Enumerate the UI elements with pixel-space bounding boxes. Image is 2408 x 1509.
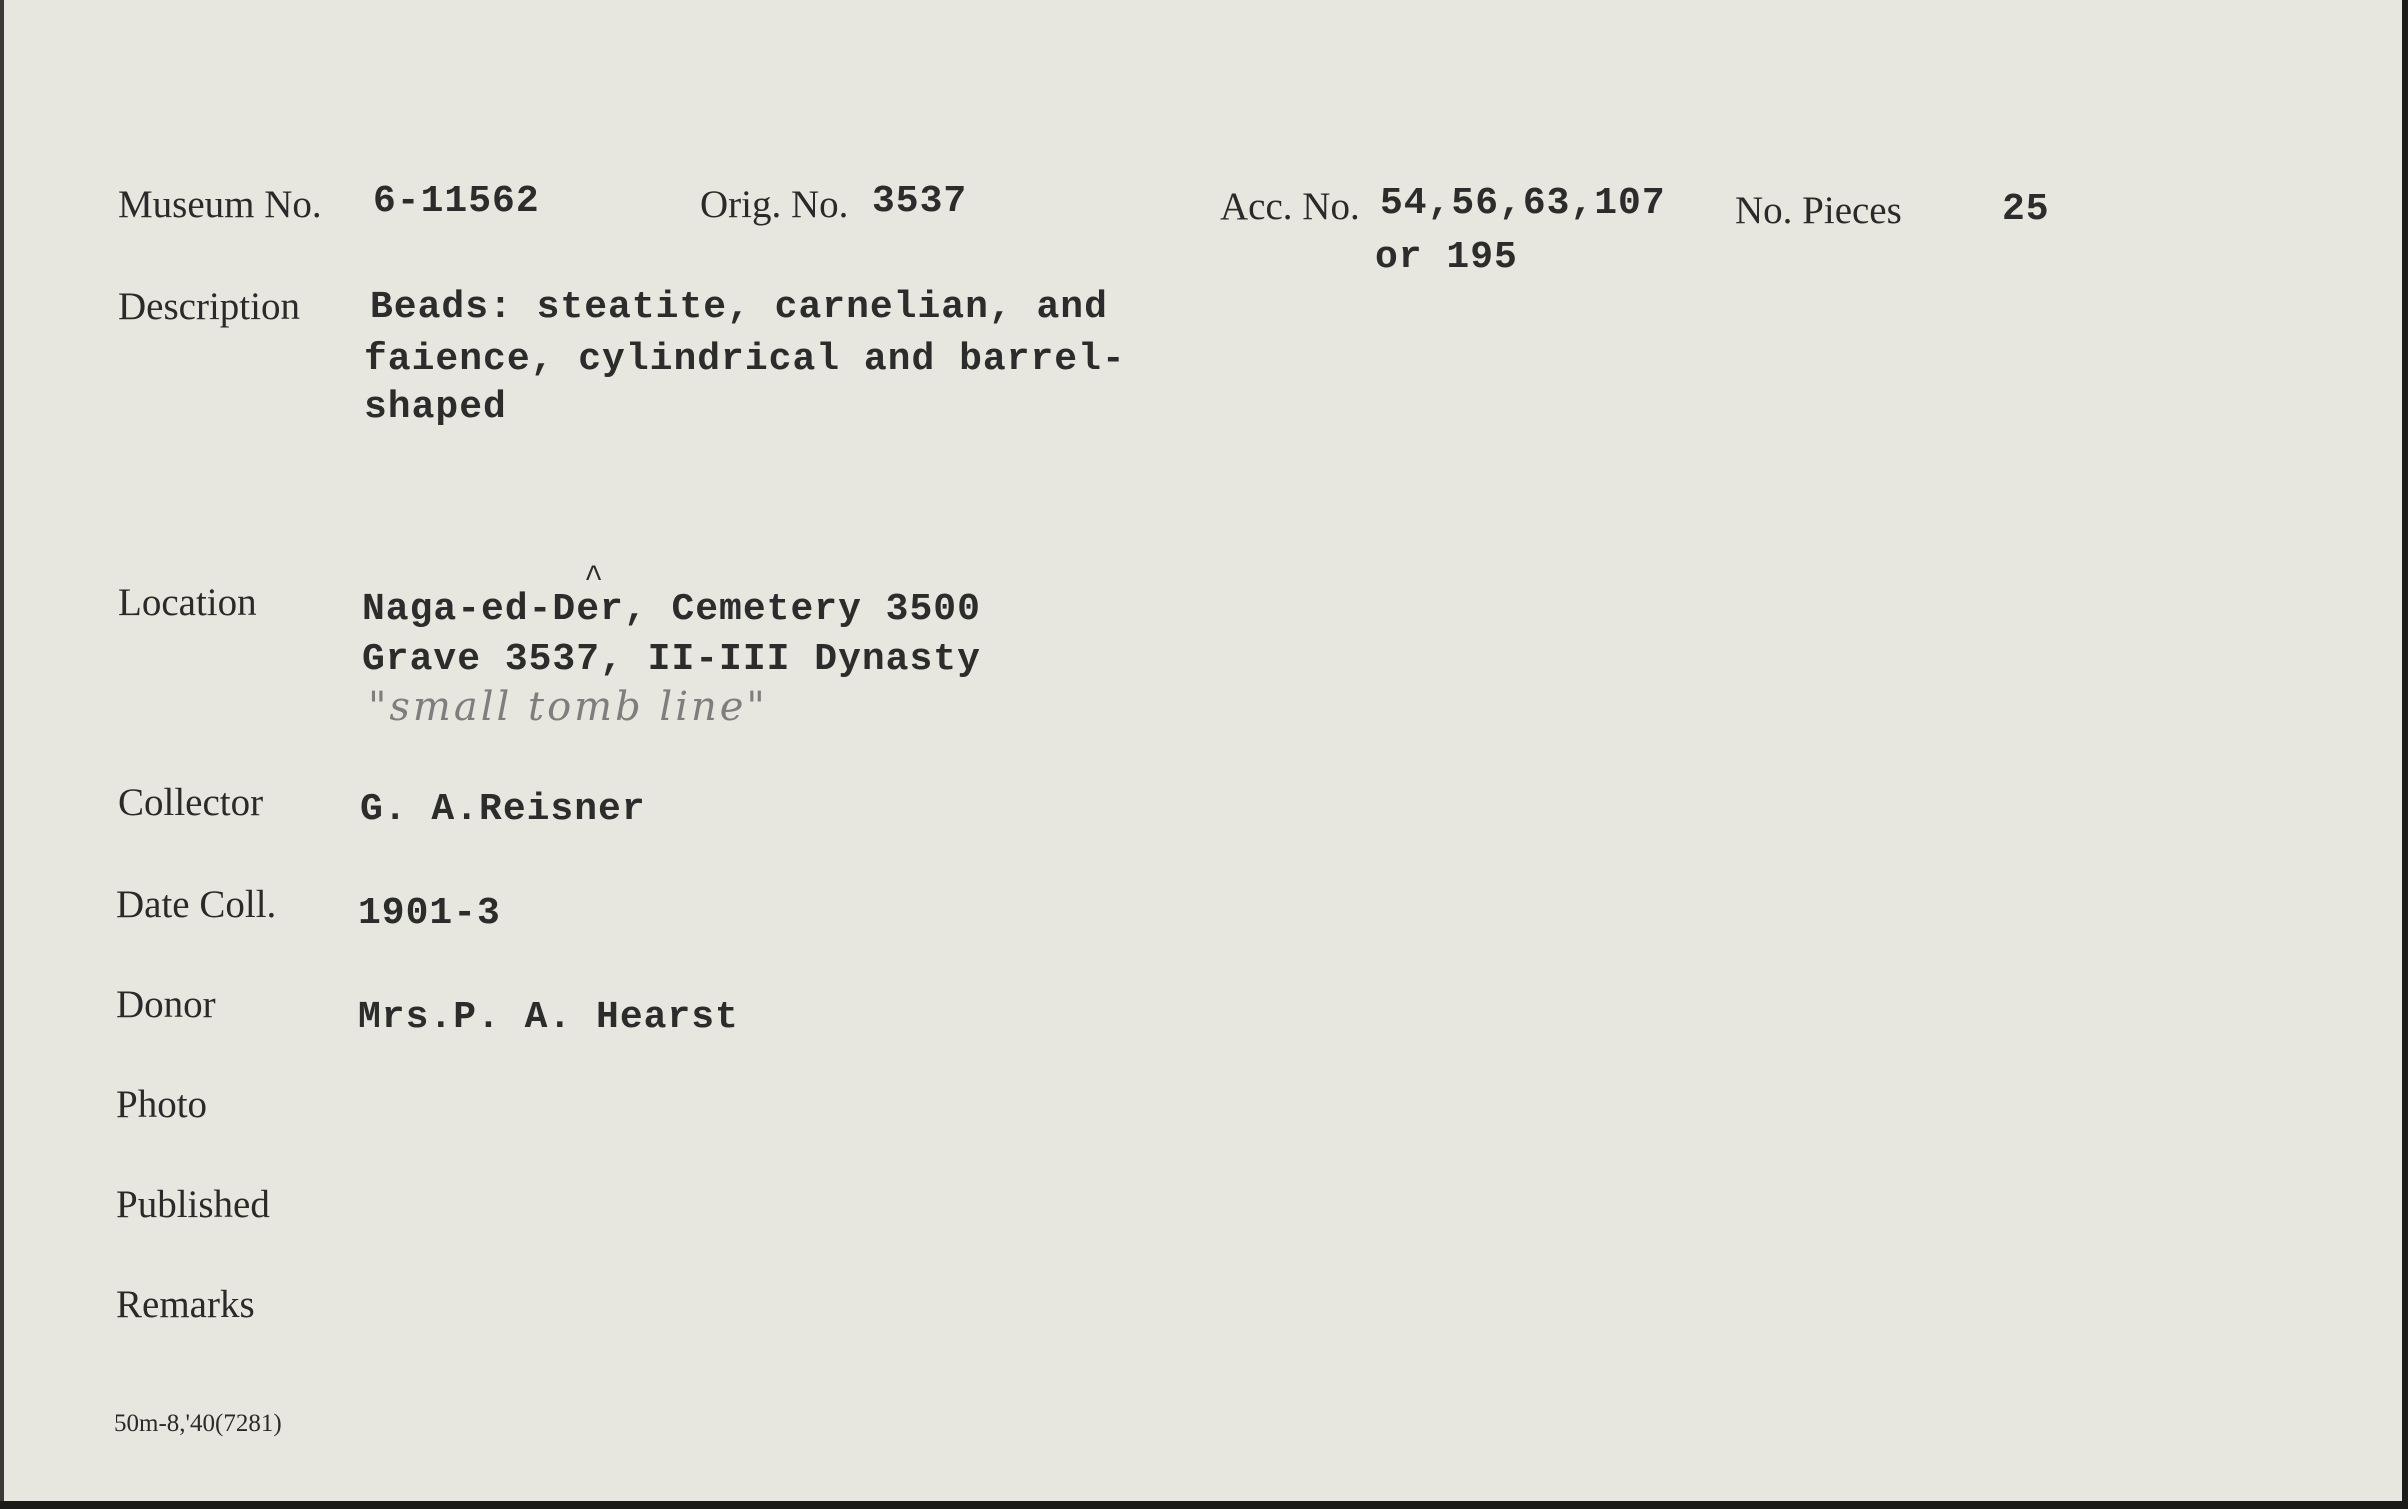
description-label: Description <box>118 285 300 328</box>
card-edge-bottom <box>0 1501 2408 1509</box>
description-line1: Beads: steatite, carnelian, and <box>370 286 1108 329</box>
orig-no-value: 3537 <box>872 180 968 223</box>
description-line2: faience, cylindrical and barrel- <box>364 338 1126 381</box>
no-pieces-value: 25 <box>2002 188 2050 231</box>
location-line1: Naga-ed-Der, Cemetery 3500 <box>362 588 981 631</box>
acc-no-value-line2: or 195 <box>1375 236 1518 279</box>
published-label: Published <box>116 1183 270 1226</box>
no-pieces-label: No. Pieces <box>1735 189 1902 232</box>
museum-no-value: 6-11562 <box>373 180 540 223</box>
circumflex-mark: ^ <box>584 560 604 597</box>
museum-no-label: Museum No. <box>118 183 322 226</box>
donor-value: Mrs.P. A. Hearst <box>358 996 739 1039</box>
card-edge-left <box>0 0 4 1509</box>
footer-print-code: 50m-8,'40(7281) <box>114 1410 282 1437</box>
collector-label: Collector <box>118 781 264 824</box>
location-handwritten-note: "small tomb line" <box>368 684 768 730</box>
orig-no-label: Orig. No. <box>700 183 849 226</box>
description-line3: shaped <box>364 386 507 429</box>
location-label: Location <box>118 581 257 624</box>
collector-value: G. A.Reisner <box>360 788 646 831</box>
date-coll-label: Date Coll. <box>116 883 277 926</box>
date-coll-value: 1901-3 <box>358 892 501 935</box>
donor-label: Donor <box>116 983 216 1026</box>
acc-no-value-line1: 54,56,63,107 <box>1380 182 1666 225</box>
acc-no-label: Acc. No. <box>1220 185 1360 228</box>
location-line2: Grave 3537, II-III Dynasty <box>362 638 981 681</box>
card-edge-right <box>2402 0 2408 1509</box>
remarks-label: Remarks <box>116 1283 255 1326</box>
photo-label: Photo <box>116 1083 208 1126</box>
